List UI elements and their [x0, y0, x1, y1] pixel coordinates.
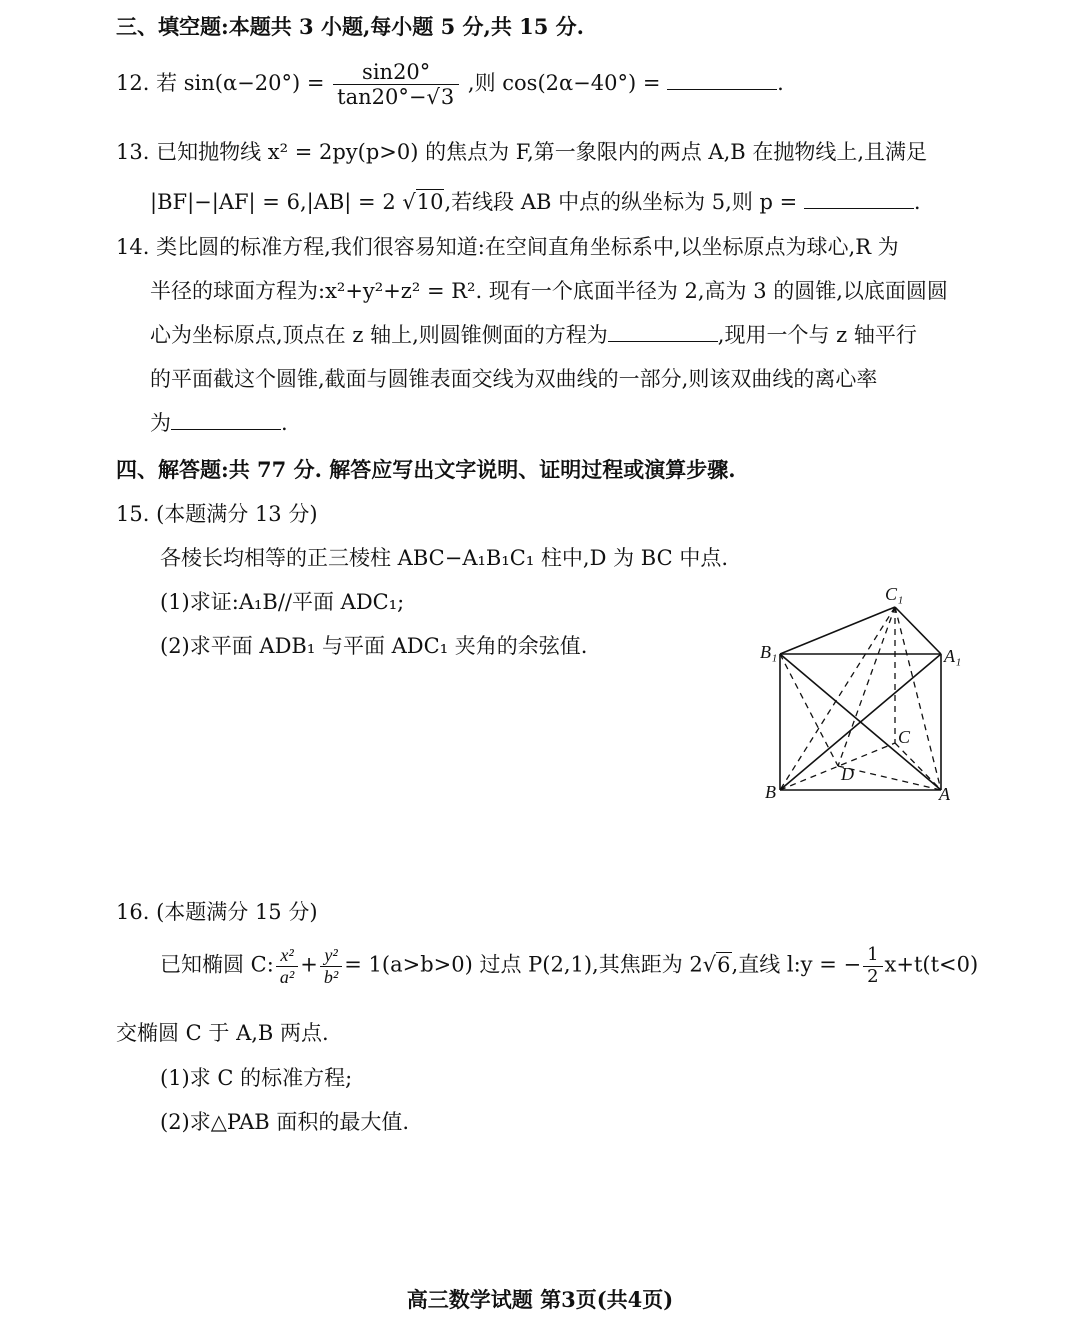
edge-C-A — [895, 743, 941, 790]
q16-slope-fraction: $\frac{1}{2}$ — [863, 945, 882, 987]
label-C: C — [898, 727, 911, 747]
edge-B-C — [780, 743, 895, 790]
section-4-heading: 四、解答题:共 77 分. 解答应写出文字说明、证明过程或演算步骤. — [116, 457, 736, 482]
edge-C1-D — [838, 607, 895, 766]
question-14-line-5: 为 . — [150, 411, 288, 435]
q15-stem: 各棱长均相等的正三棱柱 ABC−A₁B₁C₁ 柱中,D 为 BC 中点. — [160, 546, 729, 570]
q13-answer-blank[interactable] — [804, 206, 914, 209]
q16-part-2: (2)求△PAB 面积的最大值. — [160, 1110, 410, 1134]
label-A: A — [939, 784, 950, 804]
q16-stem-line-2: 交椭圆 C 于 A,B 两点. — [116, 1021, 329, 1045]
q16-title: 16. (本题满分 15 分) — [116, 900, 318, 924]
q16-y-fraction: $\frac{\text{y²}}{\text{b²}}$ — [320, 945, 342, 987]
label-A1: A₁ — [944, 646, 962, 666]
q14-number: 14. — [116, 235, 150, 259]
q12-frac-denominator: tan20°−√3 — [337, 85, 455, 110]
question-14-line-4: 的平面截这个圆锥,截面与圆锥表面交线为双曲线的一部分,则该双曲线的离心率 — [150, 367, 878, 391]
q16-stem-line-1: 已知椭圆 C: $\frac{\text{x²}}{\text{a²}}$ + $\frac{\text{y²}}{\text{b²}}$ = 1(a>b>0) 过点 P(2,1),其焦距为 2√6,直线 l:y = − $\frac{1}{2}$ x+t(t<0) — [160, 944, 979, 987]
page-footer: 高三数学试题 第3页(共4页) — [406, 1287, 674, 1312]
question-14-line-2: 半径的球面方程为:x²+y²+z² = R². 现有一个底面半径为 2,高为 3 的圆锥,以底面圆圆 — [150, 279, 948, 303]
q14-answer-blank-1[interactable] — [608, 339, 718, 342]
edge-C1-A — [895, 607, 941, 790]
q12-answer-blank[interactable] — [667, 87, 777, 90]
q16-part-1: (1)求 C 的标准方程; — [160, 1066, 353, 1090]
question-14-line-3: 心为坐标原点,顶点在 z 轴上,则圆锥侧面的方程为 ,现用一个与 z 轴平行 — [150, 323, 917, 347]
q12-frac-numerator: sin20° — [333, 60, 459, 85]
question-13-line-1 — [116, 140, 927, 165]
prism-figure — [755, 580, 970, 805]
edge-C1-B — [780, 607, 895, 790]
q12-fraction — [333, 60, 459, 109]
q12-number: 12. — [116, 71, 150, 96]
edge-C1-A1 — [895, 607, 941, 654]
label-C1: C₁ — [885, 584, 904, 604]
q13-number: 13. — [116, 140, 150, 164]
q15-part-2: (2)求平面 ADB₁ 与平面 ADC₁ 夹角的余弦值. — [160, 634, 588, 658]
label-B1: B₁ — [760, 642, 778, 662]
q15-title: 15. (本题满分 13 分) — [116, 502, 318, 526]
question-14-line-1: 14. 类比圆的标准方程,我们很容易知道:在空间直角坐标系中,以坐标原点为球心,R 为 — [116, 235, 899, 259]
edge-B1-C1 — [780, 607, 895, 654]
q13-text-1: 已知抛物线 x² = 2py(p>0) 的焦点为 F,第一象限内的两点 A,B 在抛物线上,且满足 — [156, 140, 928, 164]
label-B: B — [765, 782, 776, 802]
label-D: D — [841, 764, 854, 784]
q12-lead: 若 sin(α−20°) = — [156, 71, 325, 96]
q15-part-1: (1)求证:A₁B//平面 ADC₁; — [160, 590, 405, 614]
q14-answer-blank-2[interactable] — [171, 427, 281, 430]
section-3-heading: 三、填空题:本题共 3 小题,每小题 5 分,共 15 分. — [116, 14, 584, 39]
q12-tail: ,则 cos(2α−40°) = — [467, 71, 661, 96]
question-13-line-2: |BF|−|AF| = 6,|AB| = 2 √10,若线段 AB 中点的纵坐标为 5,则 p = . — [150, 190, 921, 214]
question-12: 12. 若 sin(α−20°) = $\frac{\sin 20^\circ}{\tan 20^\circ-√3}$ ,则 cos(2α−40°) = . — [116, 60, 784, 110]
q16-x-fraction: $\frac{\text{x²}}{\text{a²}}$ — [276, 945, 298, 987]
